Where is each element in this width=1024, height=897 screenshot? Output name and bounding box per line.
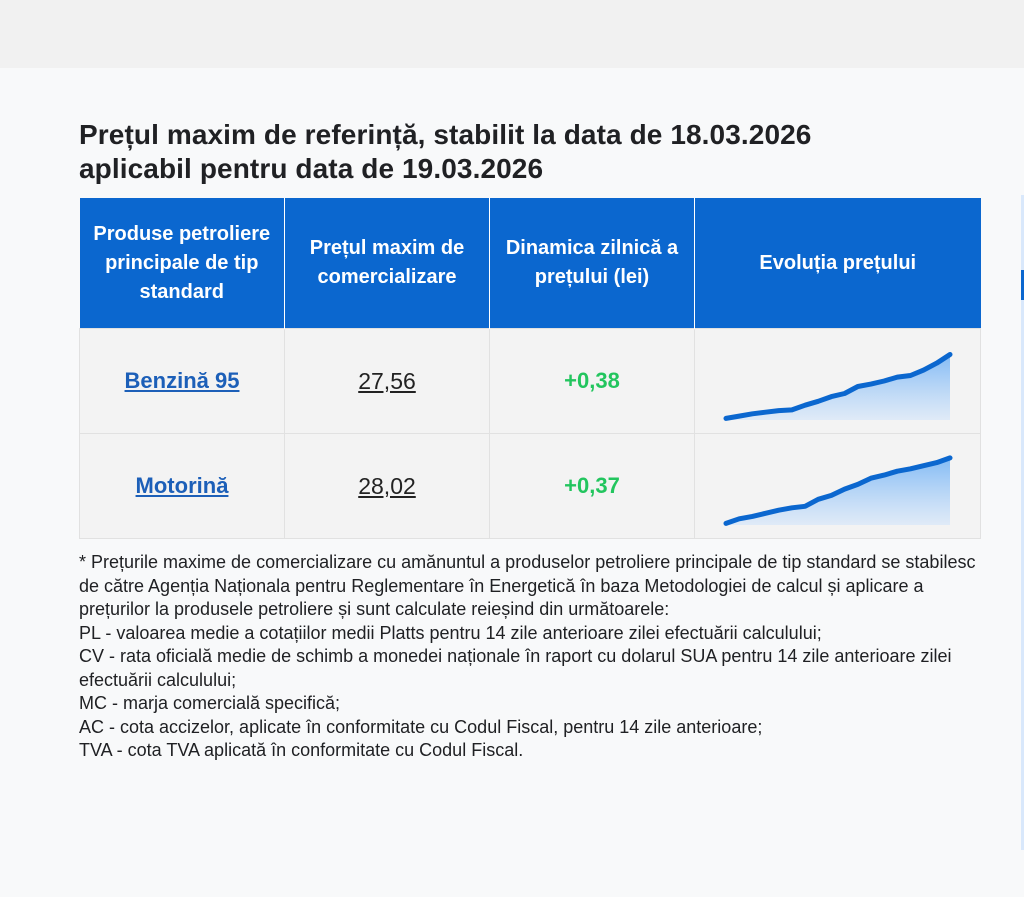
top-band (0, 0, 1024, 68)
methodology-note (79, 551, 980, 763)
note-item-ac: AC - cota accizelor, aplicate în conformitate cu Codul Fiscal, pentru 14 zile anterioare; (79, 716, 763, 737)
daily-change-value: +0,37 (564, 473, 620, 498)
product-link-benzina[interactable]: Benzină 95 (124, 368, 240, 393)
price-value: 28,02 (358, 472, 416, 499)
table-header-row (80, 198, 981, 329)
title-line-1: Prețul maxim de referință, stabilit la data de 18.03.2026 (79, 119, 812, 150)
product-cell (80, 434, 285, 539)
sparkline-area (726, 355, 950, 421)
price-panel (79, 118, 980, 763)
delta-cell (490, 329, 695, 434)
daily-change-value: +0,38 (564, 368, 620, 393)
page-title (79, 118, 980, 186)
trend-cell (695, 434, 981, 539)
product-cell (80, 329, 285, 434)
header-max-price: Prețul maxim de comercializare (285, 198, 490, 329)
table-row (80, 434, 981, 539)
note-item-pl: PL - valoarea medie a cotațiilor medii Platts pentru 14 zile anterioare zilei efectuării calculului; (79, 622, 822, 643)
price-table (79, 198, 981, 539)
price-trend-sparkline (710, 441, 966, 531)
note-paragraph: * Prețurile maxime de comercializare cu amănuntul a produselor petroliere principale de tip standard se stabilesc de către Agenția Naționala pentru Reglementare în Energetică în baza Metodologiei de calcul și aplicare a prețurilor la produsele petroliere și sunt calculate reieșind din următoarele: (79, 552, 976, 619)
price-trend-sparkline (710, 336, 966, 426)
header-price-evolution: Evoluția prețului (695, 198, 981, 329)
header-products: Produse petroliere principale de tip standard (80, 198, 285, 329)
title-line-2: aplicabil pentru data de 19.03.2026 (79, 153, 544, 184)
table-row (80, 329, 981, 434)
header-daily-change: Dinamica zilnică a prețului (lei) (490, 198, 695, 329)
note-item-mc: MC - marja comercială specifică; (79, 693, 341, 713)
note-item-cv: CV - rata oficială medie de schimb a monedei naționale în raport cu dolarul SUA pentru 14 zile anterioare zilei efectuării calculului; (79, 646, 952, 690)
price-cell (285, 434, 490, 539)
price-value: 27,56 (358, 367, 416, 394)
trend-cell (695, 329, 981, 434)
product-link-motorina[interactable]: Motorină (135, 473, 229, 498)
note-item-tva: TVA - cota TVA aplicată în conformitate cu Codul Fiscal. (79, 740, 524, 760)
delta-cell (490, 434, 695, 539)
price-cell (285, 329, 490, 434)
